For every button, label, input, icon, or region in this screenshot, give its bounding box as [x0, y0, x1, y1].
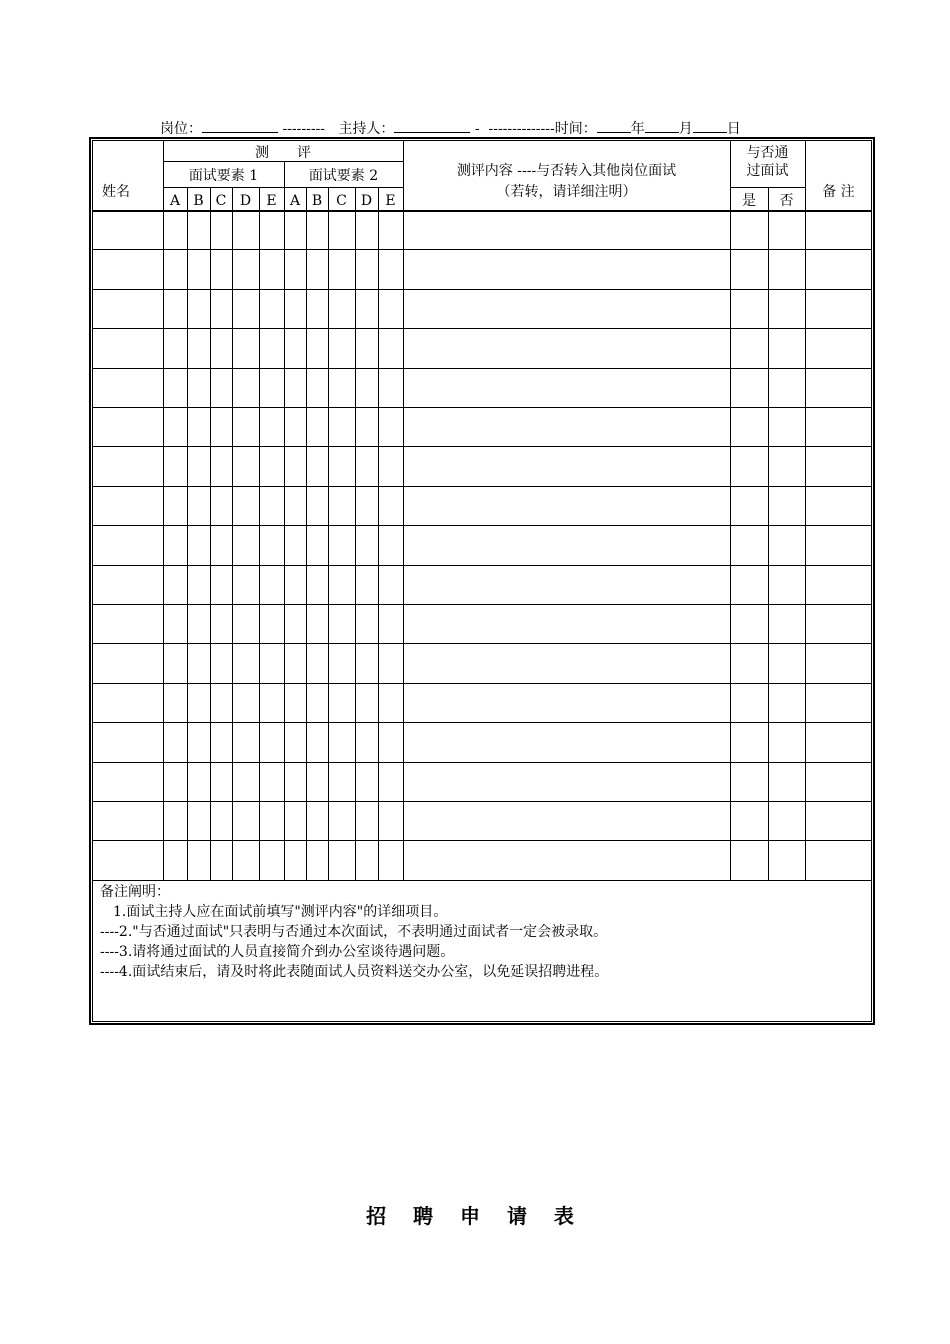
no-header: 否: [779, 193, 794, 209]
content-col-divider: [403, 140, 404, 880]
day-blank[interactable]: [693, 118, 727, 133]
note-item-3: ----3.请将通过面试的人员直接简介到办公室谈待遇问题。: [100, 944, 455, 960]
row-line: [92, 801, 872, 802]
row-line: [92, 368, 872, 369]
row-line: [92, 486, 872, 487]
form-header: [160, 118, 741, 138]
grade-header-e: E: [266, 193, 277, 209]
header-dashes-3: --------------: [488, 121, 555, 137]
remark-col-divider: [805, 140, 806, 880]
time-label: 时间：: [554, 121, 597, 137]
host-blank[interactable]: [394, 118, 470, 133]
position-blank[interactable]: [202, 118, 278, 133]
grade-col-divider: [306, 187, 307, 880]
row-line: [92, 407, 872, 408]
yes-no-divider: [768, 187, 769, 880]
row-line: [92, 722, 872, 723]
header-bottom: [92, 210, 872, 212]
pass-header-line2: 过面试: [746, 163, 789, 179]
note-item-4: ----4.面试结束后，请及时将此表随面试人员资料送交办公室，以免延误招聘进程。: [100, 964, 609, 980]
grade-header-e: E: [385, 193, 396, 209]
grade-col-divider: [355, 187, 356, 880]
grade-header-b: B: [193, 193, 204, 209]
content-header: 测评内容 ----与否转入其他岗位面试: [456, 163, 677, 179]
header-dashes-2: -: [474, 121, 480, 137]
grade-col-divider: [259, 187, 260, 880]
grade-header-c: C: [215, 193, 227, 209]
evaluation-header: 测 评: [255, 145, 311, 161]
grade-header-a: A: [289, 193, 301, 209]
grade-header-a: A: [169, 193, 181, 209]
grade-col-divider: [232, 187, 233, 880]
row-line: [92, 328, 872, 329]
notes-section: [100, 882, 608, 982]
header-dashes-1: ---------: [282, 121, 326, 137]
row-line: [92, 880, 872, 881]
note-item-2: ----2."与否通过面试"只表明与否通过本次面试，不表明通过面试者一定会被录取。: [100, 924, 608, 940]
row-line: [92, 249, 872, 250]
pass-col-divider: [730, 140, 731, 880]
row-line: [92, 446, 872, 447]
position-label: 岗位：: [160, 121, 202, 137]
grade-col-divider: [187, 187, 188, 880]
row-line: [92, 289, 872, 290]
factor1-header: 面试要素 1: [188, 168, 259, 184]
grade-header-d: D: [239, 193, 252, 209]
host-label: 主持人：: [338, 121, 395, 137]
row-line: [92, 604, 872, 605]
factor-divider: [163, 187, 403, 188]
pass-header-line1: 与否通: [746, 145, 789, 161]
row-line: [92, 762, 872, 763]
name-col-divider: [163, 140, 164, 880]
name-column-header: 姓名: [102, 184, 130, 200]
notes-heading: 备注阐明：: [100, 884, 170, 900]
row-line: [92, 565, 872, 566]
year-blank[interactable]: [597, 118, 631, 133]
row-line: [92, 525, 872, 526]
grade-header-c: C: [336, 193, 347, 209]
day-label: 日: [726, 121, 741, 137]
factor2-header: 面试要素 2: [308, 168, 379, 184]
yes-header: 是: [742, 193, 756, 209]
grade-col-divider: [210, 187, 211, 880]
year-label: 年: [630, 121, 645, 137]
grade-col-divider: [328, 187, 329, 880]
grade-header-d: D: [360, 193, 373, 209]
row-line: [92, 643, 872, 644]
eval-divider: [163, 161, 403, 162]
page-title: 招 聘 申 请 表: [366, 1204, 584, 1228]
grade-header-b: B: [311, 193, 323, 209]
grade-col-divider: [284, 187, 285, 880]
month-label: 月: [678, 121, 693, 137]
month-blank[interactable]: [645, 118, 679, 133]
remark-header: 备 注: [822, 184, 855, 200]
grade-col-divider: [378, 187, 379, 880]
note-item-1: 1.面试主持人应在面试前填写"测评内容"的详细项目。: [113, 904, 448, 920]
row-line: [92, 683, 872, 684]
row-line: [92, 840, 872, 841]
content-subheader: （若转，请详细注明）: [496, 184, 637, 200]
